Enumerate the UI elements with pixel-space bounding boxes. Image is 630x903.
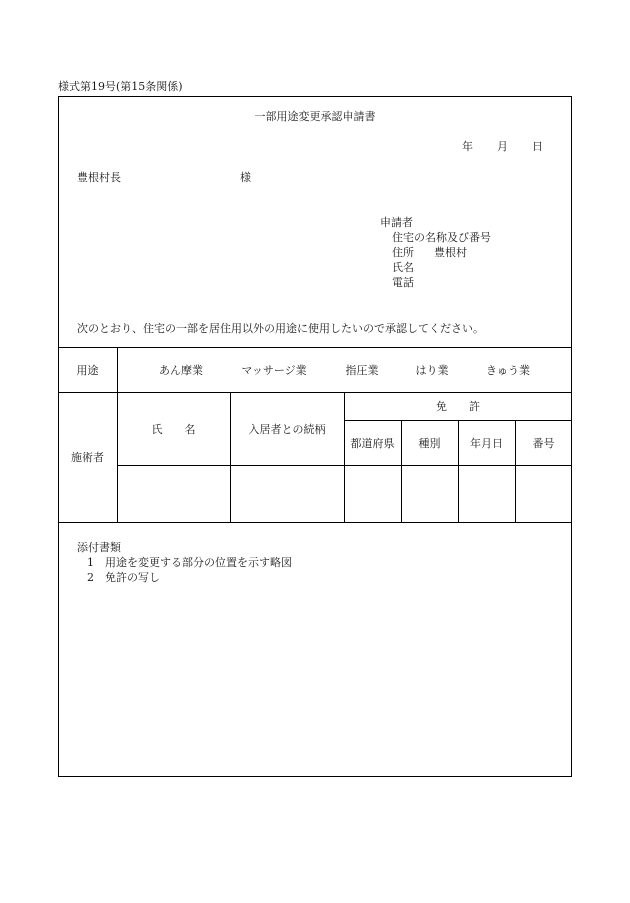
- applicant-house-label: 住宅の名称及び番号: [392, 231, 491, 244]
- license-prefecture-header: 都道府県: [350, 436, 395, 450]
- practitioner-relation-field[interactable]: [230, 465, 344, 522]
- usage-option-massage: マッサージ業: [241, 363, 307, 377]
- license-number-header: 番号: [532, 436, 555, 450]
- usage-option-anma: あん摩業: [159, 363, 203, 377]
- request-text: 次のとおり、住宅の一部を居住用以外の用途に使用したいので承認してください。: [77, 322, 484, 335]
- applicant-address-value: 豊根村: [434, 246, 467, 259]
- usage-option-hari: はり業: [415, 363, 449, 377]
- name-header: 氏 名: [151, 422, 196, 436]
- attachment-item: 2 免許の写し: [87, 571, 160, 584]
- license-number-field[interactable]: [515, 465, 572, 522]
- license-date-field[interactable]: [458, 465, 515, 522]
- applicant-phone-label: 電話: [392, 276, 414, 289]
- date-day-label: 日: [532, 140, 543, 153]
- license-date-header: 年月日: [470, 436, 503, 450]
- page-title: 一部用途変更承認申請書: [254, 110, 376, 123]
- license-header: 免 許: [436, 400, 480, 413]
- practitioner-name-field[interactable]: [117, 465, 230, 522]
- date-year-label: 年: [462, 140, 473, 153]
- divider-table-bottom: [58, 522, 572, 523]
- attachments-block: [77, 540, 292, 585]
- attachment-item: 1 用途を変更する部分の位置を示す略図: [87, 556, 292, 569]
- addressee-name: 豊根村長: [77, 171, 121, 184]
- applicant-block: [380, 215, 491, 290]
- license-type-field[interactable]: [401, 465, 458, 522]
- usage-option-kyu: きゅう業: [486, 363, 530, 377]
- addressee-honorific: 様: [240, 171, 251, 184]
- relation-header: 入居者との続柄: [248, 422, 326, 436]
- license-prefecture-field[interactable]: [344, 465, 401, 522]
- usage-option-shiatsu: 指圧業: [345, 363, 379, 377]
- applicant-name-label: 氏名: [392, 261, 414, 274]
- practitioner-label: 施術者: [71, 451, 104, 464]
- license-type-header: 種別: [418, 436, 441, 450]
- applicant-address-row: [380, 245, 491, 260]
- applicant-address-label: 住所: [392, 246, 414, 259]
- attachments-heading: 添付書類: [77, 541, 121, 554]
- applicant-heading: 申請者: [380, 216, 413, 229]
- usage-label: 用途: [76, 363, 99, 377]
- date-month-label: 月: [497, 140, 508, 153]
- form-number: 様式第19号(第15条関係): [58, 80, 183, 93]
